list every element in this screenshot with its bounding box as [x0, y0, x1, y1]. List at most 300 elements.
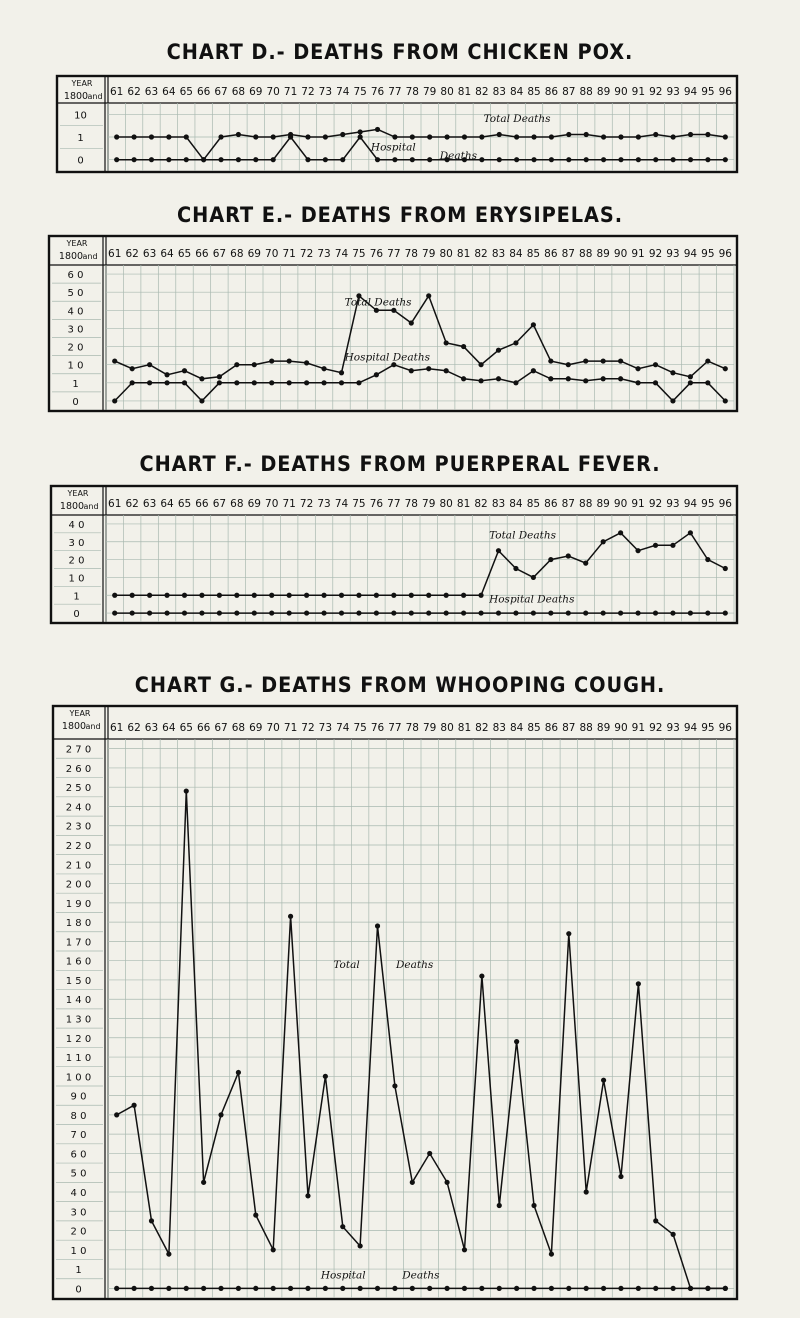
data-point-hospital — [723, 398, 728, 403]
data-point-total — [444, 340, 449, 345]
year-tick-label: 62 — [127, 722, 141, 734]
year-tick-label: 67 — [212, 498, 227, 510]
data-point-total — [601, 358, 606, 363]
year-tick-label: 62 — [127, 86, 141, 98]
data-point-total — [584, 132, 589, 137]
year-tick-label: 96 — [718, 498, 732, 510]
data-point-total — [653, 1218, 658, 1223]
chart-annotation: Hospital Deaths — [344, 351, 431, 364]
data-point-hospital — [182, 610, 187, 615]
data-point-total — [636, 134, 641, 139]
data-point-hospital — [705, 157, 710, 162]
data-point-hospital — [164, 380, 169, 385]
y-tick-label: 2 3 0 — [65, 821, 92, 833]
data-point-hospital — [636, 1286, 641, 1291]
data-point-total — [426, 293, 431, 298]
year-tick-label: 65 — [179, 86, 193, 98]
data-point-hospital — [514, 157, 519, 162]
chart-annotation: Deaths — [402, 1269, 440, 1282]
chart-title-g: CHART G.- DEATHS FROM WHOOPING COUGH. — [134, 673, 666, 697]
data-point-total — [566, 931, 571, 936]
data-point-hospital — [234, 380, 239, 385]
y-tick-label: 0 — [77, 155, 84, 167]
year-tick-label: 64 — [160, 498, 174, 510]
data-point-hospital — [131, 1286, 136, 1291]
y-tick-label: 4 0 — [67, 306, 84, 318]
data-point-hospital — [166, 1286, 171, 1291]
year-tick-label: 76 — [369, 248, 384, 260]
year-tick-label: 63 — [142, 248, 157, 260]
year-tick-label: 64 — [162, 86, 176, 98]
data-point-hospital — [583, 378, 588, 383]
data-point-total — [199, 376, 204, 381]
year-tick-label: 61 — [108, 248, 122, 260]
year-tick-label: 87 — [562, 722, 576, 734]
data-point-total — [566, 132, 571, 137]
chart-annotation: Total Deaths — [489, 529, 557, 542]
year-tick-label: 96 — [718, 722, 732, 734]
y-tick-label: 1 0 — [70, 1245, 87, 1257]
year-tick-label: 85 — [526, 498, 541, 510]
year-tick-label: 91 — [631, 498, 645, 510]
data-point-hospital — [356, 610, 361, 615]
data-point-total — [271, 134, 276, 139]
data-point-hospital — [461, 376, 466, 381]
y-tick-label: 2 1 0 — [65, 860, 92, 872]
data-point-hospital — [269, 610, 274, 615]
header-year-base: 1800 — [63, 91, 89, 102]
data-point-total — [252, 362, 257, 367]
y-tick-label: 0 — [73, 609, 80, 621]
data-point-total — [705, 132, 710, 137]
year-tick-label: 73 — [317, 248, 331, 260]
year-tick-label: 94 — [683, 86, 698, 98]
data-point-hospital — [130, 380, 135, 385]
data-point-hospital — [218, 1286, 223, 1291]
data-point-total — [321, 593, 326, 598]
data-point-hospital — [199, 610, 204, 615]
data-point-total — [166, 134, 171, 139]
y-tick-label: 2 0 — [67, 342, 84, 354]
data-point-total — [566, 362, 571, 367]
data-point-hospital — [566, 376, 571, 381]
data-point-hospital — [305, 1286, 310, 1291]
year-tick-label: 65 — [179, 722, 193, 734]
data-point-total — [114, 1112, 119, 1117]
data-point-hospital — [147, 380, 152, 385]
data-point-hospital — [340, 1286, 345, 1291]
data-point-hospital — [618, 376, 623, 381]
year-tick-label: 61 — [110, 86, 124, 98]
chart-annotation: Deaths — [439, 149, 478, 162]
data-point-total — [635, 366, 640, 371]
year-tick-label: 71 — [282, 248, 296, 260]
data-point-hospital — [688, 157, 693, 162]
year-tick-label: 78 — [404, 498, 418, 510]
data-point-hospital — [374, 372, 379, 377]
year-tick-label: 84 — [509, 498, 523, 510]
data-point-total — [131, 134, 136, 139]
data-point-hospital — [497, 1286, 502, 1291]
data-point-total — [218, 134, 223, 139]
year-tick-label: 84 — [509, 722, 524, 734]
chart-title-e: CHART E.- DEATHS FROM ERYSIPELAS. — [177, 203, 623, 227]
data-point-hospital — [184, 1286, 189, 1291]
data-point-hospital — [688, 380, 693, 385]
data-point-hospital — [375, 157, 380, 162]
year-tick-label: 74 — [334, 498, 349, 510]
data-point-hospital — [601, 376, 606, 381]
year-tick-label: 75 — [352, 248, 366, 260]
y-tick-label: 5 0 — [70, 1168, 87, 1180]
year-tick-label: 70 — [265, 498, 279, 510]
data-point-total — [653, 543, 658, 548]
data-point-total — [653, 132, 658, 137]
data-point-total — [112, 358, 117, 363]
data-point-total — [114, 134, 119, 139]
data-point-hospital — [391, 610, 396, 615]
data-point-hospital — [356, 380, 361, 385]
data-point-total — [461, 344, 466, 349]
data-point-total — [688, 132, 693, 137]
y-tick-label: 2 0 — [70, 1226, 87, 1238]
year-tick-label: 87 — [561, 498, 575, 510]
data-point-total — [184, 788, 189, 793]
y-tick-label: 1 — [72, 378, 79, 390]
header-year-label: YEAR — [66, 239, 88, 248]
year-tick-label: 79 — [422, 498, 436, 510]
data-point-hospital — [548, 610, 553, 615]
chart-annotation: Total Deaths — [344, 296, 412, 309]
year-tick-label: 62 — [125, 248, 139, 260]
y-tick-label: 1 9 0 — [65, 898, 92, 910]
data-point-hospital — [410, 1286, 415, 1291]
year-tick-label: 71 — [283, 86, 298, 98]
data-point-hospital — [253, 1286, 258, 1291]
data-point-total — [149, 1218, 154, 1223]
year-tick-label: 75 — [353, 722, 367, 734]
data-point-hospital — [147, 610, 152, 615]
data-point-total — [583, 358, 588, 363]
data-point-total — [409, 593, 414, 598]
data-point-total — [723, 134, 728, 139]
data-point-total — [618, 134, 623, 139]
data-point-hospital — [340, 157, 345, 162]
data-point-hospital — [653, 1286, 658, 1291]
data-point-total — [688, 530, 693, 535]
data-point-hospital — [234, 610, 239, 615]
y-tick-label: 4 0 — [70, 1187, 87, 1199]
year-tick-label: 69 — [247, 248, 261, 260]
year-tick-label: 89 — [596, 86, 611, 98]
year-tick-label: 78 — [405, 722, 419, 734]
y-tick-label: 3 0 — [67, 324, 84, 336]
data-point-total — [253, 134, 258, 139]
data-point-hospital — [271, 157, 276, 162]
y-tick-label: 2 5 0 — [65, 783, 92, 795]
data-point-total — [234, 593, 239, 598]
data-point-total — [618, 358, 623, 363]
data-point-total — [236, 132, 241, 137]
data-point-hospital — [497, 157, 502, 162]
data-point-hospital — [531, 1286, 536, 1291]
data-point-hospital — [201, 1286, 206, 1291]
data-point-total — [496, 548, 501, 553]
data-point-total — [201, 1180, 206, 1185]
data-point-hospital — [653, 380, 658, 385]
data-point-total — [288, 914, 293, 919]
data-point-total — [287, 593, 292, 598]
data-point-total — [705, 358, 710, 363]
data-point-total — [182, 593, 187, 598]
data-point-total — [339, 370, 344, 375]
y-tick-label: 1 0 — [68, 573, 85, 585]
data-point-hospital — [531, 368, 536, 373]
year-tick-label: 67 — [214, 722, 228, 734]
data-point-total — [531, 575, 536, 580]
data-point-total — [531, 134, 536, 139]
data-point-total — [583, 561, 588, 566]
data-point-hospital — [392, 157, 397, 162]
year-tick-label: 68 — [231, 722, 246, 734]
year-tick-label: 90 — [613, 498, 628, 510]
year-tick-label: 83 — [492, 722, 506, 734]
year-tick-label: 94 — [683, 722, 698, 734]
header-year-base: 1800 — [58, 251, 84, 262]
data-point-hospital — [426, 610, 431, 615]
year-tick-label: 85 — [526, 248, 541, 260]
data-point-total — [427, 134, 432, 139]
y-tick-label: 1 3 0 — [65, 1014, 92, 1026]
year-tick-label: 86 — [544, 498, 558, 510]
data-point-total — [427, 1151, 432, 1156]
data-point-hospital — [321, 380, 326, 385]
year-tick-label: 69 — [249, 722, 263, 734]
data-point-hospital — [114, 157, 119, 162]
data-point-hospital — [339, 380, 344, 385]
data-point-hospital — [269, 380, 274, 385]
data-point-total — [147, 593, 152, 598]
year-tick-label: 82 — [474, 248, 488, 260]
year-tick-label: 68 — [230, 498, 244, 510]
chart-title-f: CHART F.- DEATHS FROM PUERPERAL FEVER. — [139, 452, 661, 476]
data-point-total — [531, 1203, 536, 1208]
data-point-hospital — [601, 157, 606, 162]
year-tick-label: 69 — [249, 86, 263, 98]
year-tick-label: 92 — [648, 248, 663, 260]
chart-g — [52, 705, 738, 1300]
data-point-hospital — [584, 157, 589, 162]
data-point-total — [304, 360, 309, 365]
year-tick-label: 66 — [195, 248, 209, 260]
y-tick-label: 2 4 0 — [65, 802, 92, 814]
data-point-total — [392, 1083, 397, 1088]
chart-e — [48, 235, 738, 412]
year-tick-label: 81 — [457, 86, 472, 98]
data-point-total — [269, 593, 274, 598]
year-tick-label: 70 — [266, 722, 280, 734]
data-point-hospital — [601, 610, 606, 615]
year-tick-label: 72 — [299, 498, 314, 510]
year-tick-label: 63 — [142, 498, 157, 510]
data-point-total — [462, 134, 467, 139]
year-tick-label: 77 — [388, 722, 402, 734]
y-tick-label: 1 4 0 — [65, 995, 92, 1007]
data-point-hospital — [182, 380, 187, 385]
data-point-hospital — [705, 1286, 710, 1291]
data-point-total — [514, 1039, 519, 1044]
data-point-total — [271, 1247, 276, 1252]
y-tick-label: 1 — [73, 591, 80, 603]
data-point-hospital — [287, 380, 292, 385]
data-point-hospital — [321, 610, 326, 615]
data-point-hospital — [305, 157, 310, 162]
data-point-total — [548, 557, 553, 562]
data-point-total — [514, 134, 519, 139]
data-point-total — [375, 127, 380, 132]
data-point-total — [636, 981, 641, 986]
data-point-total — [705, 557, 710, 562]
year-tick-label: 70 — [266, 86, 280, 98]
year-tick-label: 76 — [370, 722, 385, 734]
data-point-hospital — [723, 610, 728, 615]
y-tick-label: 0 — [75, 1284, 82, 1296]
data-point-total — [184, 134, 189, 139]
year-tick-label: 91 — [631, 248, 645, 260]
data-point-total — [304, 593, 309, 598]
y-tick-label: 3 0 — [70, 1207, 87, 1219]
year-tick-label: 78 — [404, 248, 418, 260]
data-point-hospital — [705, 610, 710, 615]
data-point-total — [671, 1232, 676, 1237]
data-point-hospital — [636, 157, 641, 162]
data-point-hospital — [478, 610, 483, 615]
year-tick-label: 66 — [196, 722, 211, 734]
data-point-hospital — [671, 1286, 676, 1291]
data-point-total — [218, 1112, 223, 1117]
data-point-total — [479, 973, 484, 978]
y-tick-label: 8 0 — [70, 1110, 87, 1122]
year-tick-label: 93 — [666, 498, 680, 510]
data-point-hospital — [566, 1286, 571, 1291]
year-tick-label: 62 — [125, 498, 139, 510]
data-point-total — [199, 593, 204, 598]
data-point-total — [653, 362, 658, 367]
data-point-hospital — [392, 1286, 397, 1291]
data-point-total — [513, 566, 518, 571]
data-point-total — [164, 372, 169, 377]
data-point-hospital — [723, 1286, 728, 1291]
year-tick-label: 86 — [544, 248, 558, 260]
year-tick-label: 95 — [701, 498, 715, 510]
data-point-total — [130, 593, 135, 598]
year-tick-label: 94 — [683, 248, 698, 260]
data-point-hospital — [549, 157, 554, 162]
chart-svg-f — [50, 485, 738, 624]
data-point-hospital — [409, 368, 414, 373]
data-point-total — [236, 1070, 241, 1075]
year-tick-label: 90 — [614, 86, 628, 98]
data-point-total — [444, 1180, 449, 1185]
data-point-hospital — [427, 1286, 432, 1291]
data-point-total — [323, 1074, 328, 1079]
year-tick-label: 61 — [110, 722, 124, 734]
data-point-total — [549, 134, 554, 139]
y-tick-label: 1 7 0 — [65, 937, 92, 949]
data-point-total — [601, 539, 606, 544]
data-point-total — [497, 1203, 502, 1208]
data-point-total — [391, 593, 396, 598]
data-point-total — [478, 593, 483, 598]
year-tick-label: 91 — [631, 722, 646, 734]
data-point-hospital — [513, 610, 518, 615]
data-point-total — [147, 362, 152, 367]
data-point-hospital — [444, 368, 449, 373]
year-tick-label: 83 — [491, 498, 506, 510]
chart-d — [56, 75, 738, 173]
data-point-hospital — [304, 610, 309, 615]
year-tick-label: 66 — [196, 86, 211, 98]
data-point-total — [269, 358, 274, 363]
y-tick-label: 1 2 0 — [65, 1033, 92, 1045]
year-tick-label: 84 — [509, 248, 523, 260]
data-point-hospital — [201, 157, 206, 162]
data-point-total — [164, 593, 169, 598]
year-tick-label: 93 — [666, 722, 680, 734]
data-point-total — [548, 358, 553, 363]
chart-frame — [49, 236, 737, 411]
data-point-total — [305, 1193, 310, 1198]
data-point-total — [131, 1103, 136, 1108]
data-point-hospital — [548, 376, 553, 381]
year-tick-label: 71 — [282, 498, 296, 510]
year-tick-label: 81 — [456, 498, 471, 510]
data-point-hospital — [671, 157, 676, 162]
data-point-hospital — [531, 610, 536, 615]
data-point-total — [670, 543, 675, 548]
year-tick-label: 80 — [440, 86, 454, 98]
year-tick-label: 80 — [440, 722, 454, 734]
data-point-hospital — [635, 610, 640, 615]
year-tick-label: 79 — [423, 722, 437, 734]
y-tick-label: 1 — [77, 133, 84, 144]
year-tick-label: 83 — [492, 86, 506, 98]
year-tick-label: 85 — [527, 722, 541, 734]
data-point-total — [182, 368, 187, 373]
y-tick-label: 1 — [75, 1265, 82, 1277]
data-point-hospital — [252, 610, 257, 615]
chart-annotation: Hospital — [320, 1269, 366, 1282]
data-point-total — [305, 134, 310, 139]
year-tick-label: 74 — [336, 722, 350, 734]
data-point-hospital — [723, 157, 728, 162]
data-point-total — [375, 923, 380, 928]
y-tick-label: 1 0 0 — [65, 1072, 92, 1084]
year-tick-label: 77 — [387, 498, 401, 510]
data-point-total — [356, 593, 361, 598]
data-point-hospital — [358, 1286, 363, 1291]
year-tick-label: 79 — [423, 86, 437, 98]
year-tick-label: 83 — [491, 248, 506, 260]
data-point-hospital — [287, 610, 292, 615]
year-tick-label: 66 — [195, 498, 209, 510]
data-point-hospital — [375, 1286, 380, 1291]
data-point-hospital — [410, 157, 415, 162]
year-tick-label: 89 — [596, 722, 611, 734]
data-point-hospital — [358, 134, 363, 139]
data-point-hospital — [114, 1286, 119, 1291]
year-tick-label: 73 — [318, 722, 333, 734]
